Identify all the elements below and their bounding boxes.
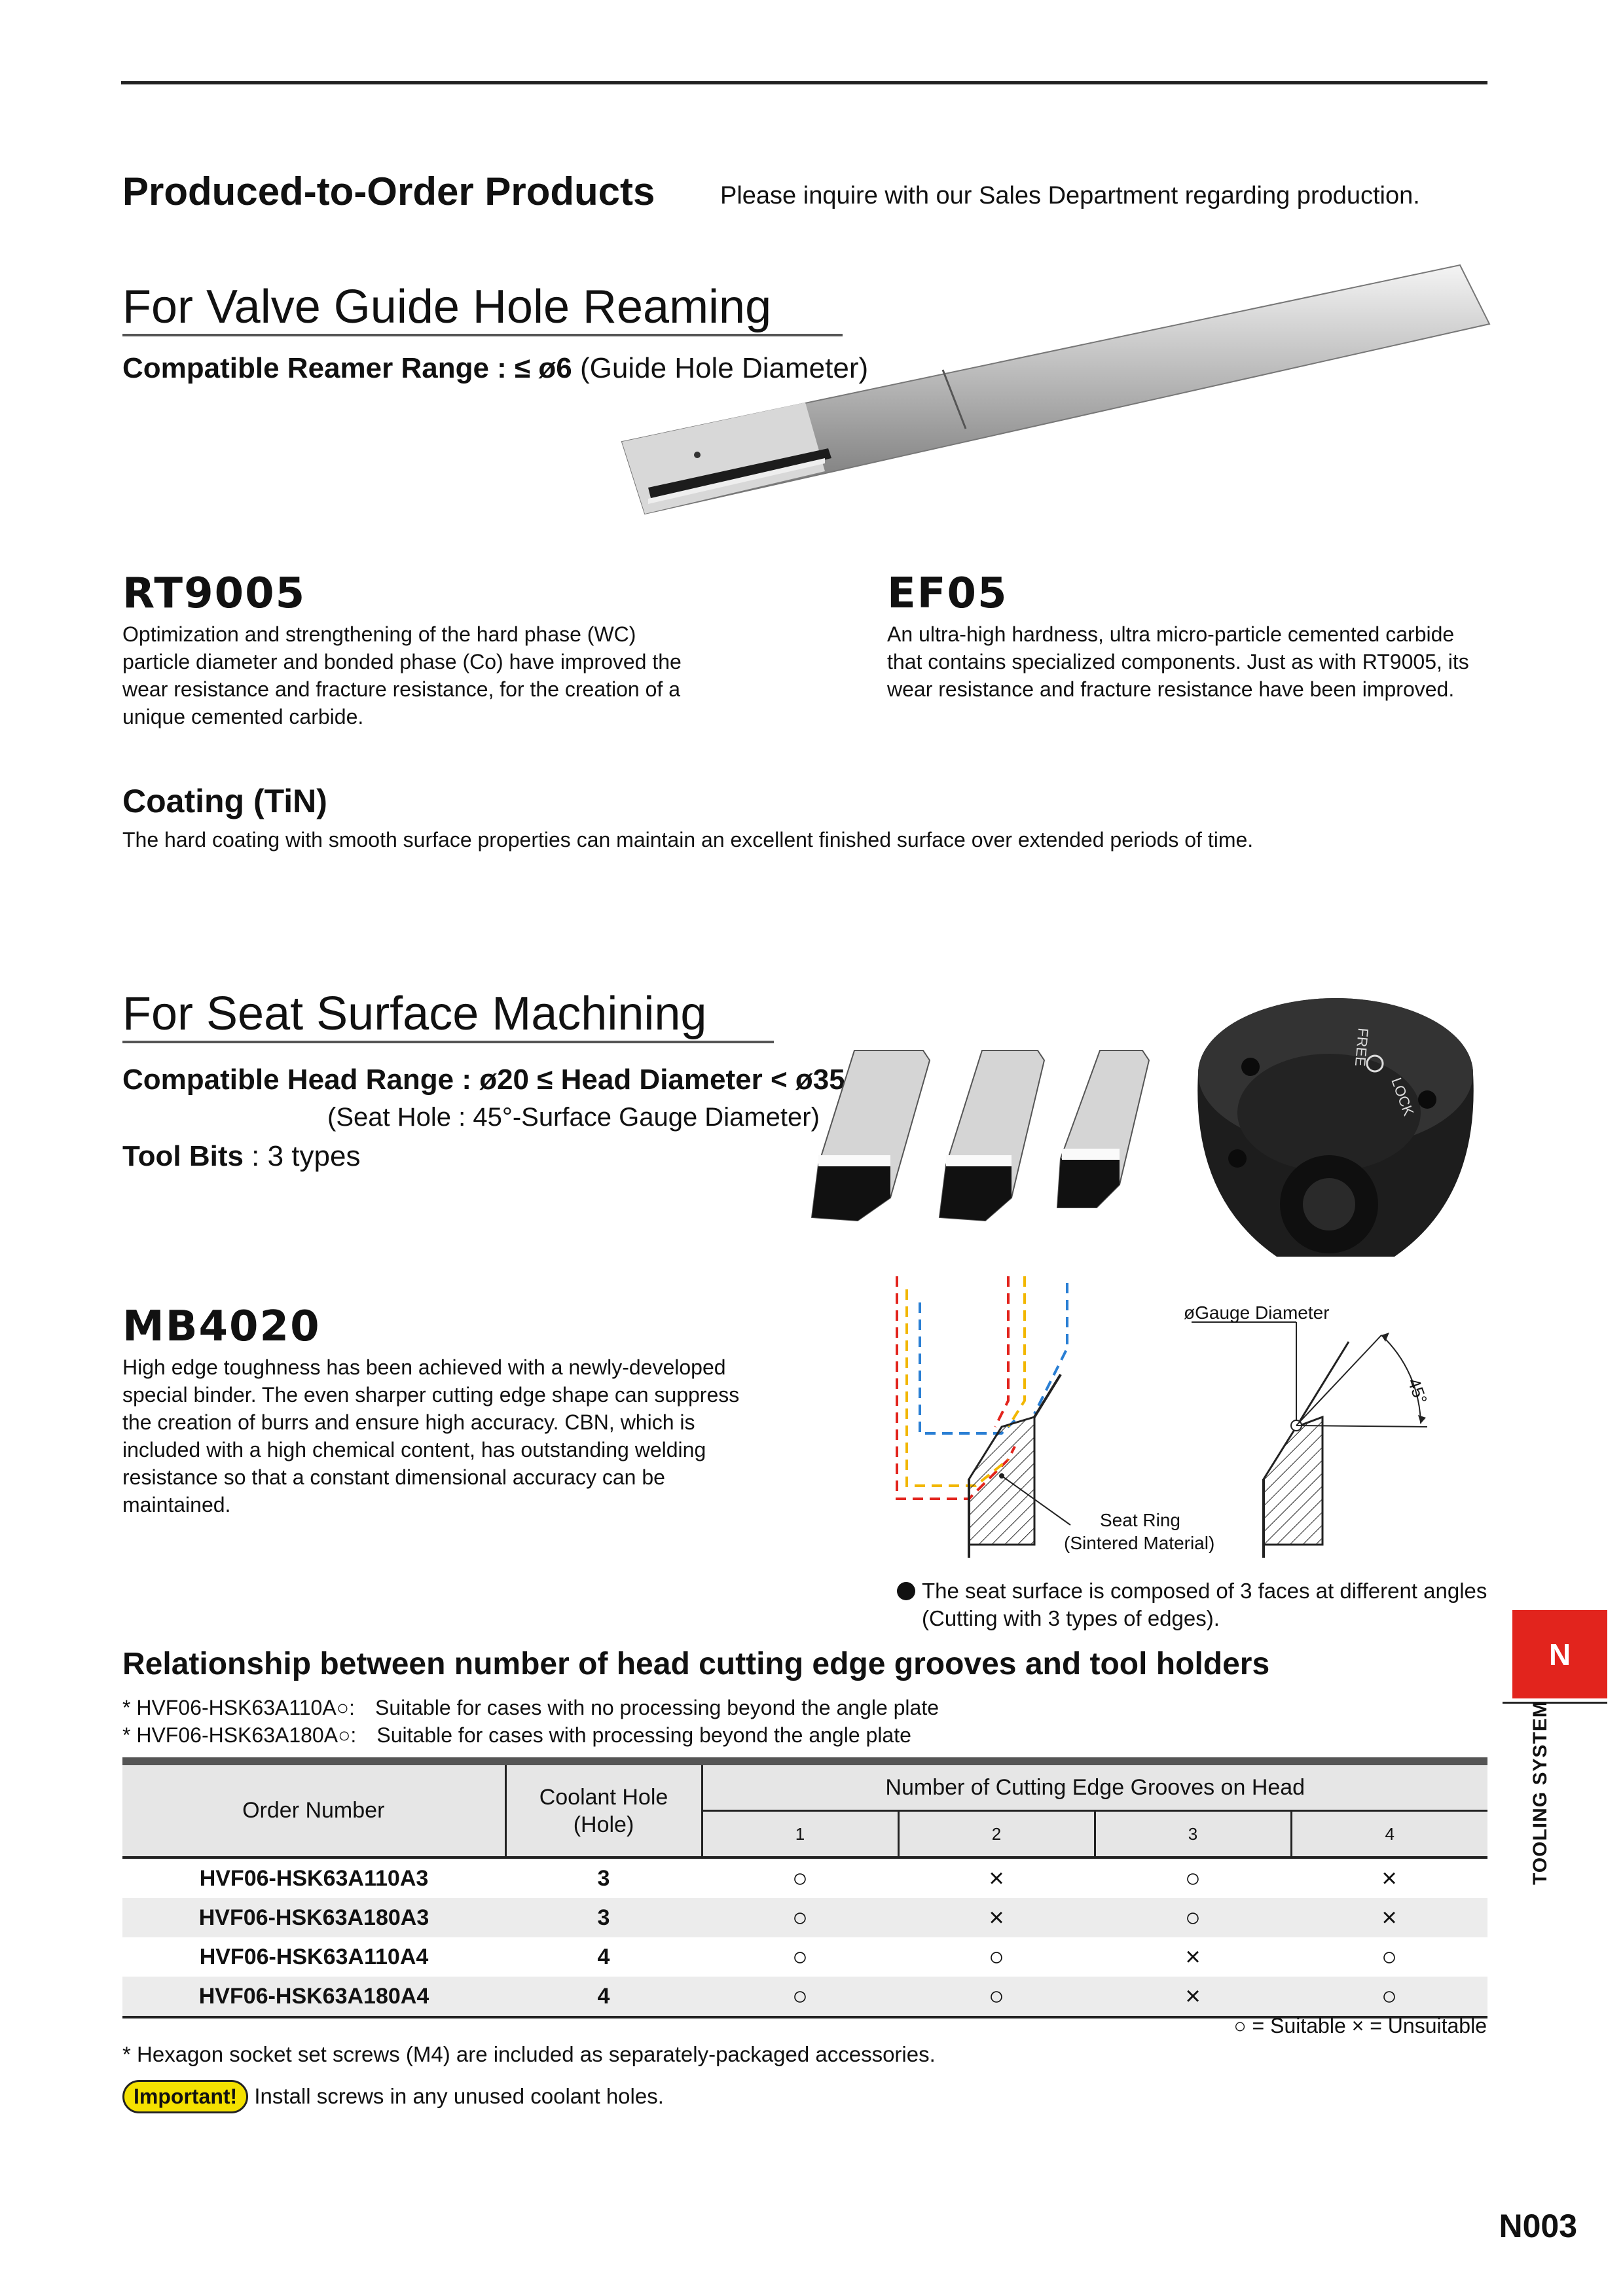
rt9005-description [122,620,908,730]
important-badge: Important! [122,2080,248,2113]
coating-title: Coating (TiN) [122,783,327,819]
rt9005-line: Optimization and strengthening of the hard phase (WC) [122,622,636,646]
produced-to-order-title: Produced-to-Order Products [122,170,655,213]
seat-note-line1: The seat surface is composed of 3 faces at different angles [922,1579,1487,1603]
groove-col-header: 4 [1291,1811,1487,1858]
table-legend: ○ = Suitable × = Unsuitable [1233,2014,1487,2037]
coolant-cell: 3 [505,1898,702,1937]
valve-section-title: For Valve Guide Hole Reaming [122,281,772,333]
tool-bit-2 [939,1050,1044,1221]
groove-col-header: 2 [898,1811,1095,1858]
screws-note-text: Hexagon socket set screws (M4) are included as separately-packaged accessories. [137,2042,936,2066]
relationship-note: * HVF06-HSK63A110A○: Suitable for cases with no processing beyond the angle plate [122,1696,939,1719]
coolant-cell: 4 [597,1944,610,1969]
mb4020-description [122,1354,875,1518]
order-number-cell: HVF06-HSK63A110A3 [199,1865,429,1891]
table-row [122,1857,1487,1898]
page-number: N003 [1499,2208,1577,2244]
asterisk-icon: * [122,1723,137,1747]
groove-cell: ○ [898,1977,1095,2017]
order-number-cell: HVF06-HSK63A110A4 [199,1944,429,1969]
mb4020-line: resistance so that a constant dimensional accuracy can be [122,1465,665,1489]
rt9005-name: RT9005 [122,569,306,618]
section-tab-text: TOOLING SYSTEM [1529,1700,1551,1885]
mb4020-line: maintained. [122,1493,231,1516]
reamer-range-suffix: (Guide Hole Diameter) [572,352,869,384]
asterisk-icon: * [122,2042,137,2066]
coolant-cell: 3 [597,1865,610,1891]
order-number-cell: HVF06-HSK63A180A4 [122,1977,505,2017]
produced-to-order-note: Please inquire with our Sales Department regarding production. [720,182,1420,209]
holder-code: HVF06-HSK63A180A [136,1723,338,1747]
ef05-line: that contains specialized components. Just as with RT9005, its [887,650,1469,673]
table-top-band [122,1757,1487,1765]
coolant-hole-header-line1: Coolant Hole [539,1784,668,1810]
screws-note [122,2042,936,2067]
reamer-image [609,262,1512,537]
groove-cell: × [1185,1942,1201,1971]
cutter-head-image [1178,988,1486,1276]
tool-bits-label: Tool Bits [122,1140,244,1172]
blank-circle-icon: ○ [338,1723,351,1747]
seat-note [897,1577,1487,1632]
groove-cell: × [1095,1977,1291,2017]
relationship-note: * HVF06-HSK63A180A○: Suitable for cases with processing beyond the angle plate [122,1723,911,1747]
angle-label: 45° [1404,1375,1432,1407]
seat-ring-label: Seat Ring [1100,1510,1180,1530]
mb4020-line: High edge toughness has been achieved with a newly-developed [122,1355,726,1379]
free-label: FREE [1351,1027,1372,1067]
section-tab-letter: N [1512,1610,1607,1698]
bullet-icon [897,1582,915,1600]
coolant-hole-header [505,1765,702,1857]
groove-cell: ○ [1381,1942,1398,1971]
tool-bit-1 [812,1050,930,1221]
asterisk-icon: * [122,1696,137,1719]
head-range-label: Compatible Head Range [122,1064,454,1096]
seat-section-title: For Seat Surface Machining [122,988,707,1040]
groove-cell: ○ [702,1898,898,1937]
groove-cell: × [898,1898,1095,1937]
lock-label: LOCK [1388,1075,1417,1119]
reamer-range-label: Compatible Reamer Range [122,352,489,384]
groove-cell: ○ [792,1863,809,1893]
relationship-title: Relationship between number of head cutting edge grooves and tool holders [122,1647,1270,1681]
groove-col-header: 3 [1095,1811,1291,1858]
important-note-text: Install screws in any unused coolant holes. [254,2084,664,2108]
groove-cell: ○ [1184,1863,1201,1893]
order-number-header: Order Number [122,1765,505,1857]
rt9005-line: particle diameter and bonded phase (Co) have improved the [122,650,682,673]
ef05-line: wear resistance and fracture resistance have been improved. [887,677,1455,701]
seat-cutting-diagram [877,1270,1453,1571]
reamer-range-value: : ≤ ø6 [488,352,572,384]
top-rule [121,81,1487,84]
table-row [122,1898,1487,1937]
gauge-diameter-label: øGauge Diameter [1184,1302,1330,1323]
holder-description: Suitable for cases with processing beyond the angle plate [376,1723,911,1747]
seat-ring-material-label: (Sintered Material) [1064,1533,1215,1553]
groove-cell: ○ [1291,1977,1487,2017]
head-range-value: : ø20 ≤ Head Diameter < ø35 [454,1064,845,1096]
groove-cell: × [1291,1898,1487,1937]
groove-cell: × [1381,1863,1397,1893]
tool-bit-3 [1057,1050,1149,1208]
holder-table [122,1757,1487,2018]
groove-cell: ○ [1095,1898,1291,1937]
relationship-notes [122,1694,939,1749]
mb4020-line: included with a high chemical content, has outstanding welding [122,1438,706,1462]
ef05-line: An ultra-high hardness, ultra micro-particle cemented carbide [887,622,1455,646]
mb4020-line: the creation of burrs and ensure high accuracy. CBN, which is [122,1410,695,1434]
rt9005-line: unique cemented carbide. [122,705,364,728]
groove-cell: ○ [988,1942,1005,1971]
ef05-description [887,620,1489,703]
holder-description: Suitable for cases with no processing beyond the angle plate [375,1696,939,1719]
head-range-note: (Seat Hole : 45°-Surface Gauge Diameter) [327,1103,820,1132]
rt9005-line: wear resistance and fracture resistance, for the creation of a [122,677,680,701]
blank-circle-icon: ○ [336,1696,350,1719]
tool-bits [122,1140,360,1173]
groove-col-header: 1 [702,1811,898,1858]
mb4020-name: MB4020 [122,1302,321,1351]
section-tab-divider [1503,1702,1607,1704]
groove-cell: × [989,1863,1004,1893]
table-row [122,1937,1487,1977]
head-range [122,1064,845,1096]
tool-bits-image [799,1041,1165,1250]
tool-bits-value: : 3 types [243,1140,361,1172]
seat-title-underline [122,1041,774,1043]
table-row [122,1977,1487,2017]
order-number-cell: HVF06-HSK63A180A3 [122,1898,505,1937]
groove-cell: ○ [792,1942,809,1971]
ef05-name: EF05 [887,569,1008,618]
important-note [122,2080,664,2113]
mb4020-line: special binder. The even sharper cutting edge shape can suppress [122,1383,740,1407]
groove-cell: ○ [702,1977,898,2017]
holder-code: HVF06-HSK63A110A [136,1696,337,1719]
grooves-header: Number of Cutting Edge Grooves on Head [702,1765,1487,1811]
seat-note-line2: (Cutting with 3 types of edges). [922,1606,1220,1630]
coolant-hole-header-line2: (Hole) [573,1812,634,1837]
coolant-cell: 4 [505,1977,702,2017]
coating-description: The hard coating with smooth surface properties can maintain an excellent finished surface over extended periods of time. [122,828,1254,852]
